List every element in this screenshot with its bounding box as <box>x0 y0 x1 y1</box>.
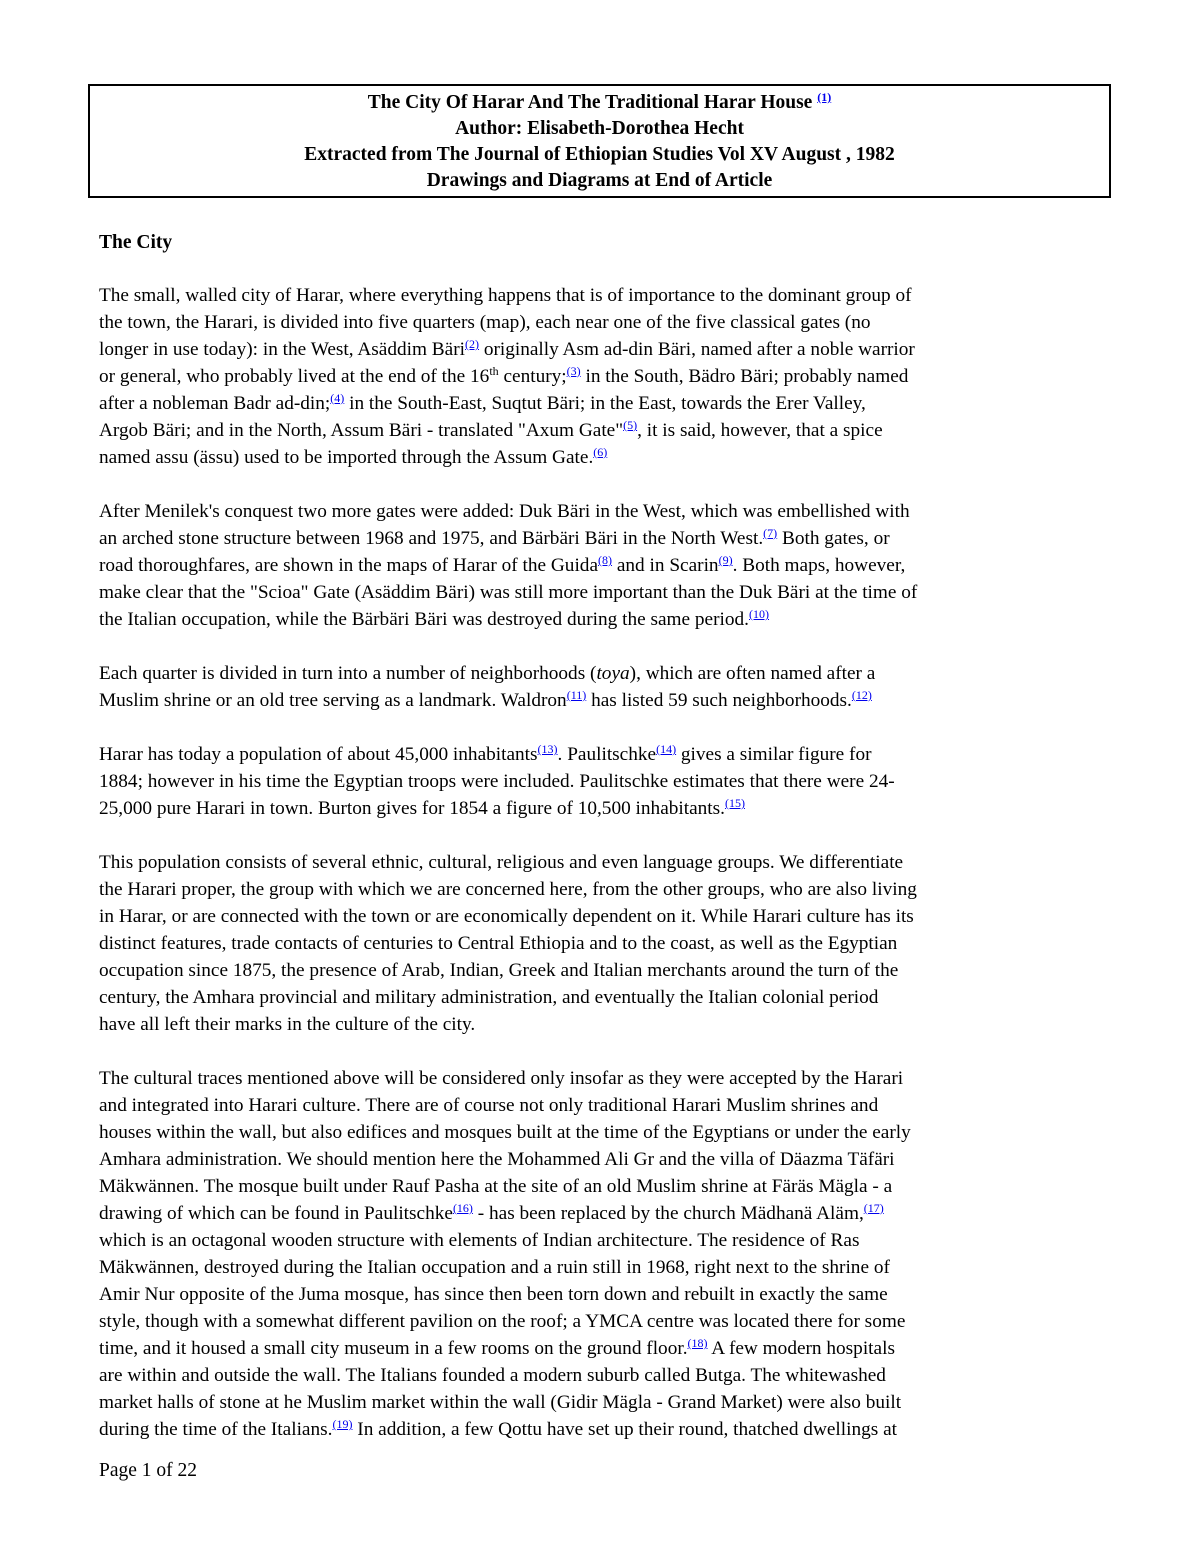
paragraph <box>99 660 1104 714</box>
footnote-link[interactable]: (4) <box>330 391 345 405</box>
text-line <box>99 957 1104 984</box>
text-run: in the South, Bädro Bäri; probably named <box>580 366 909 387</box>
text-run: century; <box>498 366 567 387</box>
text-run: after a nobleman Badr ad-din; <box>99 393 331 414</box>
text-run: occupation since 1875, the presence of Arab, Indian, Greek and Italian merchants around the turn of the <box>99 960 899 981</box>
text-line <box>99 1335 1104 1362</box>
paragraph <box>99 849 1104 1038</box>
footnote-link[interactable]: (17) <box>863 1201 884 1215</box>
text-run: Both gates, or <box>777 528 890 549</box>
text-run: The cultural traces mentioned above will be considered only insofar as they were accepted by the Harari <box>99 1068 904 1089</box>
text-run: in the South-East, Suqtut Bäri; in the East, towards the Erer Valley, <box>344 393 866 414</box>
text-run: make clear that the "Scioa" Gate (Asäddim Bäri) was still more important than the Duk Bäri at the time of <box>99 582 918 603</box>
text-run: Argob Bäri; and in the North, Assum Bäri - translated "Axum Gate" <box>99 420 624 441</box>
text-run: the town, the Harari, is divided into five quarters (map), each near one of the five classical gates (no <box>99 312 871 333</box>
text-line <box>99 1362 1104 1389</box>
text-run: drawing of which can be found in Paulitschke <box>99 1203 453 1224</box>
text-line <box>99 849 1104 876</box>
text-run: After Menilek's conquest two more gates were added: Duk Bäri in the West, which was embellished with <box>99 501 910 522</box>
text-run: 25,000 pure Harari in town. Burton gives for 1854 a figure of 10,500 inhabitants. <box>99 798 725 819</box>
article-note: Drawings and Diagrams at End of Article <box>426 170 773 191</box>
footnote-link[interactable]: (6) <box>593 445 608 459</box>
footnote-link[interactable]: (2) <box>465 337 479 351</box>
text-run: and in Scarin <box>612 555 719 576</box>
text-line <box>99 687 1104 714</box>
text-line <box>99 390 1104 417</box>
text-run: century, the Amhara provincial and military administration, and eventually the Italian colonial period <box>99 987 879 1008</box>
text-run: . Paulitschke <box>557 744 657 765</box>
text-run: have all left their marks in the culture of the city. <box>99 1014 476 1035</box>
footnote-link[interactable]: (13) <box>537 742 558 756</box>
footnote-link-1[interactable]: (1) <box>817 90 832 104</box>
section-title: The City <box>99 232 173 253</box>
footnote-link[interactable]: (11) <box>566 688 587 702</box>
text-run: This population consists of several ethnic, cultural, religious and even language groups. We differentiate <box>99 852 904 873</box>
article-title-line <box>90 90 1109 116</box>
text-line <box>99 579 1104 606</box>
text-run: , it is said, however, that a spice <box>637 420 883 441</box>
text-line <box>99 1119 1104 1146</box>
article-header-box <box>88 84 1111 198</box>
text-line <box>99 1389 1104 1416</box>
footnote-link[interactable]: (8) <box>598 553 613 567</box>
paragraph <box>99 1065 1104 1443</box>
text-run: Muslim shrine or an old tree serving as a landmark. Waldron <box>99 690 567 711</box>
text-run: A few modern hospitals <box>707 1338 895 1359</box>
text-run: road thoroughfares, are shown in the maps of Harar of the Guida <box>99 555 599 576</box>
text-line <box>99 1146 1104 1173</box>
article-author: Author: Elisabeth-Dorothea Hecht <box>455 118 744 139</box>
text-run: in Harar, or are connected with the town or are economically dependent on it. While Harari culture has its <box>99 906 914 927</box>
text-line <box>99 1416 1104 1443</box>
text-run: style, though with a somewhat different pavilion on the roof; a YMCA centre was located there for some <box>99 1311 906 1332</box>
footnote-link[interactable]: (7) <box>763 526 778 540</box>
text-line <box>99 1200 1104 1227</box>
footnote-link[interactable]: (16) <box>452 1201 473 1215</box>
text-run: Each quarter is divided in turn into a number of neighborhoods ( <box>99 663 597 684</box>
paragraph <box>99 741 1104 822</box>
text-line <box>99 417 1104 444</box>
footnote-link[interactable]: (5) <box>623 418 638 432</box>
text-line <box>99 363 1104 390</box>
text-run: the Harari proper, the group with which we are concerned here, from the other groups, who are also living <box>99 879 917 900</box>
paragraph <box>99 498 1104 633</box>
text-run: originally Asm ad-din Bäri, named after a noble warrior <box>479 339 915 360</box>
text-line <box>99 795 1104 822</box>
text-line <box>99 552 1104 579</box>
text-run: . Both maps, however, <box>732 555 906 576</box>
text-line <box>99 984 1104 1011</box>
footnote-link[interactable]: (15) <box>724 796 745 810</box>
text-run: are within and outside the wall. The Italians founded a modern suburb called Butga. The whitewashed <box>99 1365 886 1386</box>
text-line <box>99 1308 1104 1335</box>
text-line <box>99 660 1104 687</box>
footnote-link[interactable]: (10) <box>749 607 769 621</box>
text-line <box>99 1281 1104 1308</box>
text-line <box>99 282 1104 309</box>
text-run: Harar has today a population of about 45,000 inhabitants <box>99 744 538 765</box>
text-line <box>99 309 1104 336</box>
article-title: The City Of Harar And The Traditional Harar House <box>367 92 813 113</box>
italic-text: toya <box>596 663 630 684</box>
text-line <box>99 1227 1104 1254</box>
text-line <box>99 498 1104 525</box>
text-run: Mäkwännen. The mosque built under Rauf Pasha at the site of an old Muslim shrine at Färäs Mägla - a <box>99 1176 893 1197</box>
footnote-link[interactable]: (9) <box>718 553 733 567</box>
text-line <box>99 1254 1104 1281</box>
text-run: named assu (ässu) used to be imported through the Assum Gate. <box>99 447 594 468</box>
text-run: an arched stone structure between 1968 and 1975, and Bärbäri Bäri in the North West. <box>99 528 764 549</box>
text-line <box>99 606 1104 633</box>
text-run: houses within the wall, but also edifices and mosques built at the time of the Egyptians or under the early <box>99 1122 911 1143</box>
text-run: In addition, a few Qottu have set up their round, thatched dwellings at <box>352 1419 898 1440</box>
text-run: Amhara administration. We should mention here the Mohammed Ali Gr and the villa of Däazma Täfäri <box>99 1149 895 1170</box>
text-run: longer in use today): in the West, Asäddim Bäri <box>99 339 465 360</box>
text-line <box>99 1173 1104 1200</box>
footnote-link[interactable]: (18) <box>687 1336 708 1350</box>
text-run: gives a similar figure for <box>676 744 872 765</box>
text-line <box>99 336 1104 363</box>
footnote-link[interactable]: (12) <box>851 688 872 702</box>
paragraph <box>99 282 1104 471</box>
text-line <box>99 1092 1104 1119</box>
text-run: ), which are often named after a <box>629 663 876 684</box>
text-run: or general, who probably lived at the end of the 16 <box>99 366 490 387</box>
text-line <box>99 903 1104 930</box>
text-run: - has been replaced by the church Mädhanä Aläm, <box>472 1203 864 1224</box>
text-run: market halls of stone at he Muslim market within the wall (Gidir Mägla - Grand Market) were also built <box>99 1392 902 1413</box>
superscript: th <box>489 364 499 378</box>
footnote-link[interactable]: (14) <box>656 742 677 756</box>
text-run: The small, walled city of Harar, where everything happens that is of importance to the dominant group of <box>99 285 912 306</box>
text-run: which is an octagonal wooden structure with elements of Indian architecture. The residence of Ras <box>99 1230 860 1251</box>
text-run: during the time of the Italians. <box>99 1419 333 1440</box>
article-source: Extracted from The Journal of Ethiopian Studies Vol XV August , 1982 <box>304 144 895 165</box>
text-run: the Italian occupation, while the Bärbäri Bäri was destroyed during the same period. <box>99 609 749 630</box>
text-line <box>99 1065 1104 1092</box>
text-line <box>99 768 1104 795</box>
text-run: and integrated into Harari culture. There are of course not only traditional Harari Muslim shrines and <box>99 1095 879 1116</box>
text-line <box>99 741 1104 768</box>
text-line <box>99 1011 1104 1038</box>
text-run: time, and it housed a small city museum in a few rooms on the ground floor. <box>99 1338 688 1359</box>
text-run: has listed 59 such neighborhoods. <box>586 690 852 711</box>
text-line <box>99 876 1104 903</box>
text-run: Mäkwännen, destroyed during the Italian occupation and a ruin still in 1968, right next to the shrine of <box>99 1257 890 1278</box>
text-line <box>99 444 1104 471</box>
text-run: 1884; however in his time the Egyptian troops were included. Paulitschke estimates that there were 24- <box>99 771 895 792</box>
article-body <box>99 282 1104 1470</box>
text-run: Amir Nur opposite of the Juma mosque, has since then been torn down and rebuilt in exactly the same <box>99 1284 888 1305</box>
text-line <box>99 525 1104 552</box>
text-line <box>99 930 1104 957</box>
page-number: Page 1 of 22 <box>99 1460 198 1481</box>
text-run: distinct features, trade contacts of centuries to Central Ethiopia and to the coast, as well as the Egyptian <box>99 933 898 954</box>
footnote-link[interactable]: (3) <box>566 364 581 378</box>
footnote-link[interactable]: (19) <box>332 1417 353 1431</box>
